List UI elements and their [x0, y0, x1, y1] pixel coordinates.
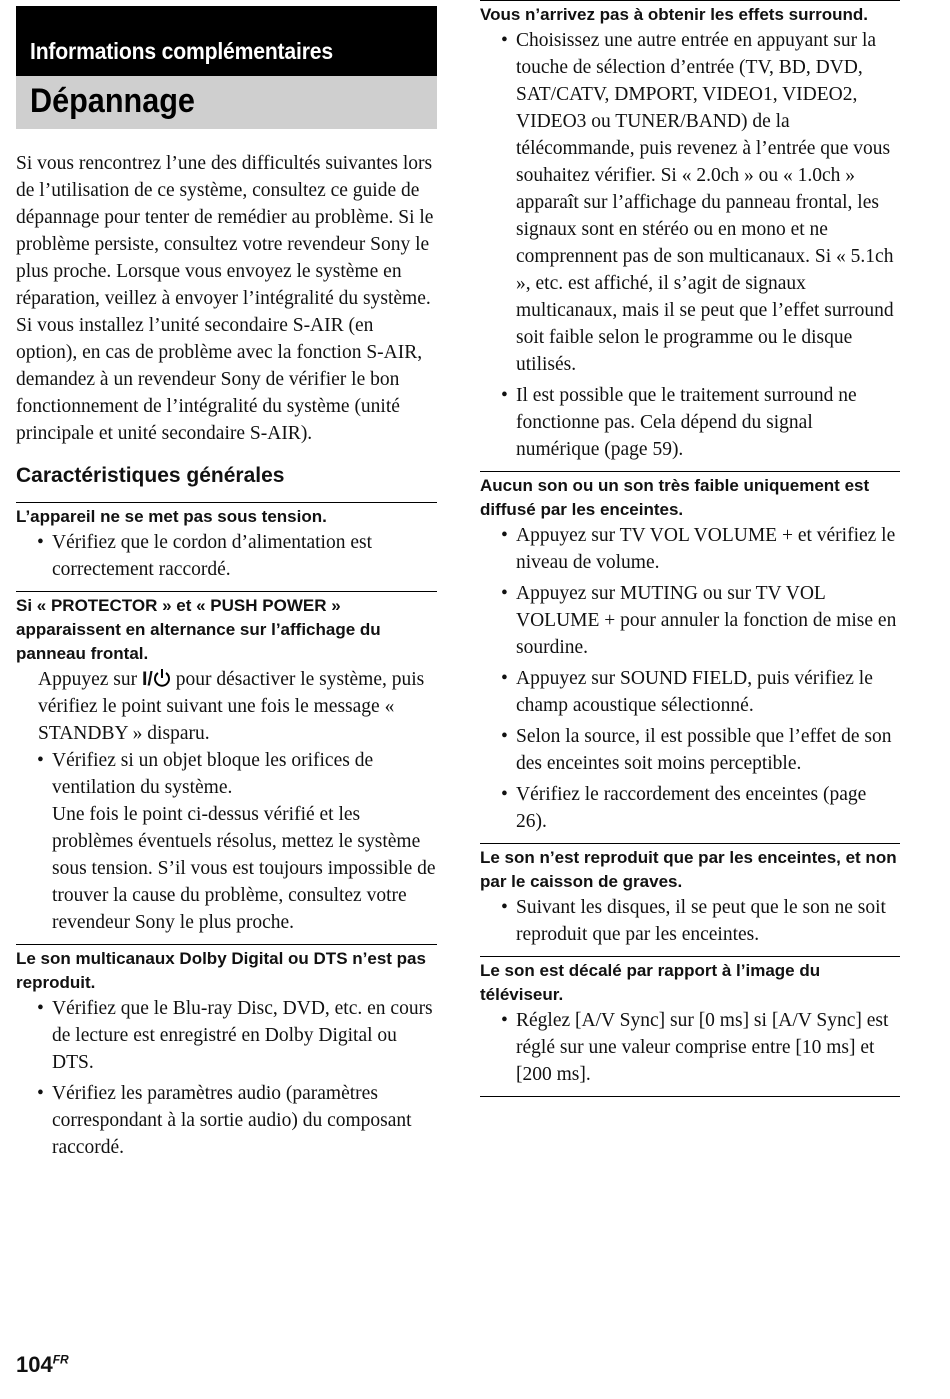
- title-banner: [16, 76, 437, 129]
- lead-text-before: Appuyez sur: [38, 669, 142, 690]
- lead-text-after: pour désactiver le système, puis vérifiez le point suivant une fois le message « STANDBY » disparu.: [38, 669, 425, 744]
- power-button-symbol: [142, 668, 171, 690]
- question-heading: Si « PROTECTOR » et « PUSH POWER » apparaissent en alternance sur l’affichage du panneau frontal.: [16, 596, 381, 663]
- answer-item: • Vérifiez le raccordement des enceintes (page 26).: [480, 781, 900, 835]
- answer-item: • Vérifiez les paramètres audio (paramètres correspondant à la sortie audio) du composant raccordé.: [16, 1080, 437, 1161]
- section-banner: [16, 6, 437, 76]
- question-heading: Le son est décalé par rapport à l’image du téléviseur.: [480, 961, 821, 1004]
- question-heading: Le son n’est reproduit que par les enceintes, et non par le caisson de graves.: [480, 848, 897, 891]
- page-number: [16, 1352, 69, 1378]
- page-language-code: FR: [52, 1352, 69, 1367]
- answer-item: • Choisissez une autre entrée en appuyant sur la touche de sélection d’entrée (TV, BD, DVD, SAT/CATV, DMPORT, VIDEO1, VIDEO2, VIDEO3 ou TUNER/BAND) de la télécommande, puis revenez à l’entrée que vous souhaitez vérifier. Si « 2.0ch » ou « 1.0ch » apparaît sur l’affichage du panneau frontal, les signaux sont en stéréo ou en mono et ne comprennent pas de son multicanaux. Si « 5.1ch », etc. est affiché, il s’agit de signaux multicanaux, mais il se peut que l’effet surround soit faible selon le programme ou le disque utilisés.: [480, 27, 900, 378]
- answer-list: [16, 747, 437, 801]
- power-symbol-text: I/: [141, 668, 153, 690]
- right-column: [480, 0, 900, 1097]
- answer-item: • Selon la source, il est possible que l’effet de son des enceintes soit moins perceptible.: [480, 723, 900, 777]
- answer-item: • Appuyez sur MUTING ou sur TV VOL VOLUME + pour annuler la fonction de mise en sourdine.: [480, 580, 900, 661]
- answer-list: [16, 995, 437, 1161]
- left-column: [16, 150, 437, 1161]
- answer-lead: [16, 666, 437, 747]
- answer-list: [480, 27, 900, 463]
- divider: [480, 1096, 900, 1097]
- question-heading: L’appareil ne se met pas sous tension.: [16, 507, 327, 526]
- section-title: Informations complémentaires: [30, 38, 333, 64]
- answer-item: • Suivant les disques, il se peut que le son ne soit reproduit que par les enceintes.: [480, 894, 900, 948]
- answer-item: • Vérifiez que le cordon d’alimentation est correctement raccordé.: [16, 529, 437, 583]
- question-heading: Le son multicanaux Dolby Digital ou DTS n’est pas reproduit.: [16, 949, 426, 992]
- power-icon: [153, 668, 171, 688]
- answer-list: [480, 894, 900, 948]
- answer-list: [16, 529, 437, 583]
- intro-paragraph-1: Si vous rencontrez l’une des difficultés suivantes lors de l’utilisation de ce système, consultez ce guide de dépannage pour tenter de remédier au problème. Si le problème persiste, consultez votre revendeur Sony le plus proche. Lorsque vous envoyez le système en réparation, veillez à envoyer l’intégralité du système.: [16, 153, 434, 309]
- answer-item: • Réglez [A/V Sync] sur [0 ms] si [A/V Sync] est réglé sur une valeur comprise entre [10 ms] et [200 ms].: [480, 1007, 900, 1088]
- answer-item: • Vérifiez que le Blu-ray Disc, DVD, etc. en cours de lecture est enregistré en Dolby Digital ou DTS.: [16, 995, 437, 1076]
- page-title: Dépannage: [30, 82, 195, 120]
- answer-list: [480, 522, 900, 835]
- answer-item: • Il est possible que le traitement surround ne fonctionne pas. Cela dépend du signal numérique (page 59).: [480, 382, 900, 463]
- answer-item: • Appuyez sur TV VOL VOLUME + et vérifiez le niveau de volume.: [480, 522, 900, 576]
- page-number-value: 104: [16, 1352, 53, 1377]
- question-heading: Vous n’arrivez pas à obtenir les effets surround.: [480, 5, 868, 24]
- answer-note: Une fois le point ci-dessus vérifié et les problèmes éventuels résolus, mettez le système sous tension. S’il vous est toujours impossible de trouver la cause du problème, consultez votre revendeur Sony le plus proche.: [52, 804, 436, 933]
- intro-paragraph-2: Si vous installez l’unité secondaire S-AIR (en option), en cas de problème avec la fonction S-AIR, demandez à un revendeur Sony de vérifier le bon fonctionnement de l’intégralité du système (unité principale et unité secondaire S-AIR).: [16, 315, 423, 444]
- answer-item: • Vérifiez si un objet bloque les orifices de ventilation du système.: [16, 747, 437, 801]
- section-heading: Caractéristiques générales: [16, 464, 285, 487]
- answer-item: • Appuyez sur SOUND FIELD, puis vérifiez le champ acoustique sélectionné.: [480, 665, 900, 719]
- answer-list: [480, 1007, 900, 1088]
- question-heading: Aucun son ou un son très faible uniquement est diffusé par les enceintes.: [480, 476, 870, 519]
